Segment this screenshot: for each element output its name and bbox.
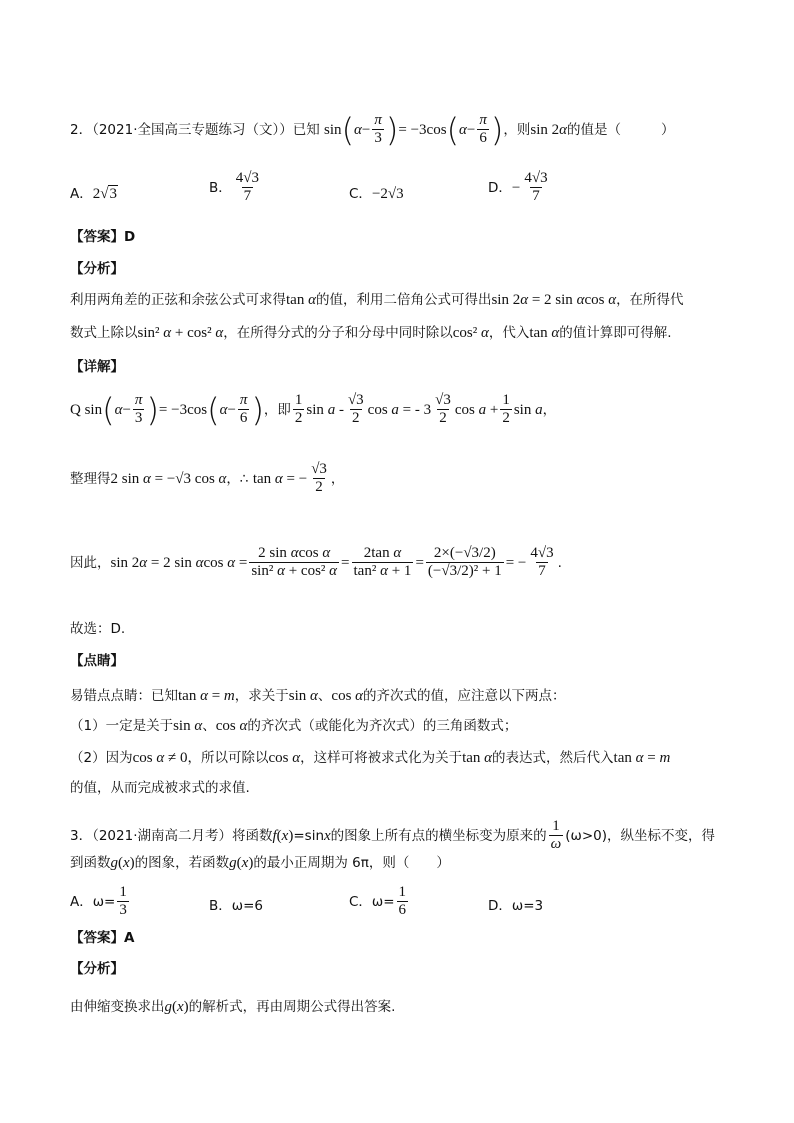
q2-option-d: D．− $\frac{4√3}{7}$ <box>488 170 548 205</box>
q3-option-b: B．ω=6 <box>209 898 263 914</box>
q2-point-line1: 易错点点睛：已知tan α = m，求关于sin α、cos α的齐次式的值，应注意以下两点： <box>70 688 566 704</box>
q3-answer: 【答案】A <box>70 930 135 946</box>
q3-analysis-label: 【分析】 <box>70 961 124 977</box>
q2-option-b: B． $\frac{4√3}{7}$ <box>209 170 259 205</box>
q2-stem: 2．（2021·全国高三专题练习（文））已知 sin(α− $\frac{\pi}{3}$ )= −3cos(α− $\frac{\pi}{6}$ )，则sin 2α的值是（ ） <box>70 110 675 149</box>
q3-analysis-line1: 由伸缩变换求出g(x)的解析式，再由周期公式得出答案. <box>70 999 396 1015</box>
q3-option-c: C．ω= $\frac{1}{6}$ <box>349 884 407 919</box>
q2-answer: 【答案】D <box>70 229 136 245</box>
q3-option-a: A．ω= $\frac{1}{3}$ <box>70 884 127 919</box>
q2-analysis-label: 【分析】 <box>70 261 124 277</box>
q2-point-line3: （2）因为cos α ≠ 0，所以可除以cos α，这样可将被求式化为关于tan α的表达式，然后代入tan α = m <box>70 750 671 766</box>
q2-option-a: A．2√3 <box>70 186 117 202</box>
q2-analysis-line1: 利用两角差的正弦和余弦公式可求得tan α的值，利用二倍角公式可得出sin 2α = 2 sin αcos α，在所得代 <box>70 292 684 308</box>
q2-detail-label: 【详解】 <box>70 359 124 375</box>
q2-option-c: C．−2√3 <box>349 186 404 202</box>
q2-detail-line3: 因此，sin 2α = 2 sin αcos α = $\frac{\text{2 sin αcos α}}{\text{sin² α + cos² α}}$ = $\frac{\text{2tan α}}{\text{tan² α + 1}}$ = $\frac{2\times(-√3/2)}{\text{(−√3/2)² + 1}}$ = − $\frac{4√3}{7}$ . <box>70 545 562 580</box>
q2-detail-line2: 整理得2 sin α = −√3 cos α，∴ tan α = − $\frac{√3}{2}$ ， <box>70 461 345 496</box>
q2-point-line4: 的值，从而完成被求式的求值. <box>70 780 250 796</box>
q2-point-label: 【点睛】 <box>70 653 124 669</box>
q3-stem-line2: 到函数g(x)的图象，若函数g(x)的最小正周期为 6π，则（ ） <box>70 855 450 871</box>
q2-point-line2: （1）一定是关于sin α、cos α的齐次式（或能化为齐次式）的三角函数式； <box>70 718 518 734</box>
q2-choose: 故选：D. <box>70 621 126 637</box>
q2-analysis-line2: 数式上除以sin² α + cos² α，在所得分式的分子和分母中同时除以cos² α，代入tan α的值计算即可得解. <box>70 325 672 341</box>
q3-option-d: D．ω=3 <box>488 898 544 914</box>
q2-detail-line1: Q sin(α− $\frac{\pi}{3}$ )= −3cos(α− $\frac{\pi}{6}$ )，即 $\frac{1}{2}$ sin a - $\frac{√3}{2}$ cos a = - 3 $\frac{√3}{2}$ cos a + $\frac{1}{2}$ sin a， <box>70 390 557 429</box>
q3-stem-line1: 3．（2021·湖南高二月考）将函数f(x)=sinx的图象上所有点的横坐标变为原来的 $\frac{1}{\omega}$ (ω>0)，纵坐标不变，得 <box>70 818 716 853</box>
